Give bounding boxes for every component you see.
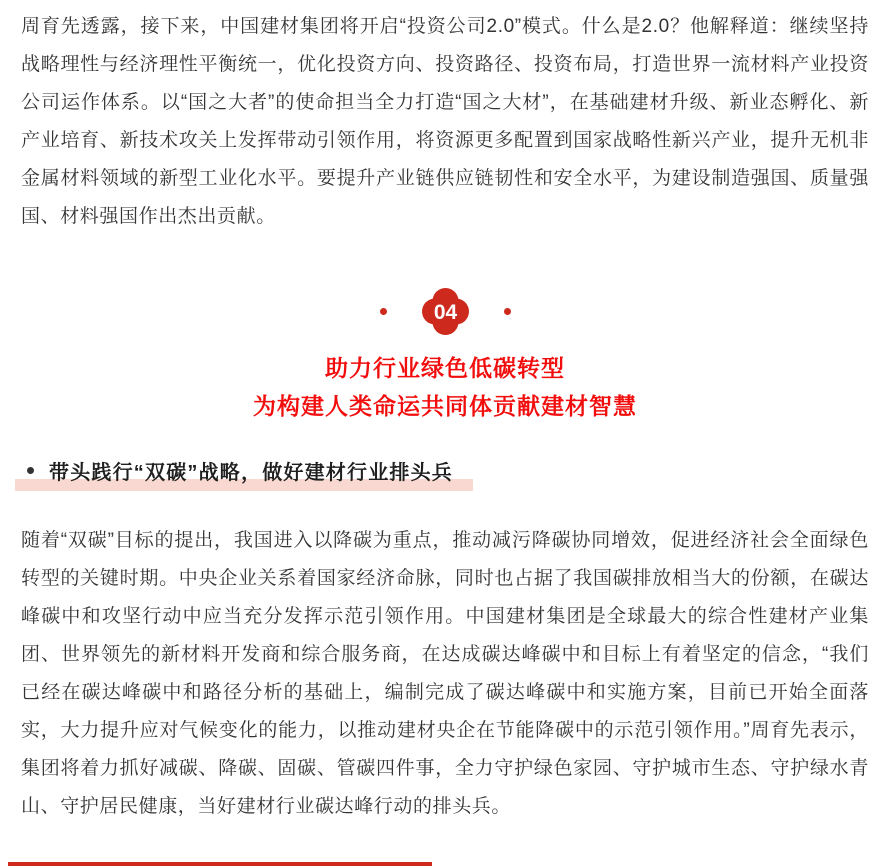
right-dot-icon [504, 308, 511, 315]
bullet-marker-icon [27, 467, 34, 474]
paragraph-2: 随着“双碳”目标的提出，我国进入以降碳为重点，推动减污降碳协同增效，促进经济社会全面绿色转型的关键时期。中央企业关系着国家经济命脉，同时也占据了我国碳排放相当大的份额，在碳达峰碳中和攻坚行动中应当充分发挥示范引领作用。中国建材集团是全球最大的综合性建材产业集团、世界领先的新材料开发商和综合服务商，在达成碳达峰碳中和目标上有着坚定的信念，“我们已经在碳达峰碳中和路径分析的基础上，编制完成了碳达峰碳中和实施方案，目前已开始全面落实，大力提升应对气候变化的能力，以推动建材央企在节能降碳中的示范引领作用。”周育先表示，集团将着力抓好减碳、降碳、固碳、管碳四件事，全力守护绿色家园、守护城市生态、守护绿水青山、守护居民健康，当好建材行业碳达峰行动的排头兵。 [21, 530, 869, 817]
bullet-heading: 带头践行“双碳”战略，做好建材行业排头兵 [49, 461, 453, 484]
section-title-line-1: 助力行业绿色低碳转型 [325, 355, 565, 381]
flower-badge-icon [422, 288, 469, 335]
bottom-red-divider [8, 862, 432, 866]
section-number-badge [21, 288, 869, 335]
section-number-text: 04 [433, 301, 457, 324]
bullet-heading-row [21, 452, 869, 488]
section-title-line-2: 为构建人类命运共同体贡献建材智慧 [253, 393, 637, 419]
paragraph-1: 周育先透露，接下来，中国建材集团将开启“投资公司2.0”模式。什么是2.0？他解释道：继续坚持战略理性与经济理性平衡统一，优化投资方向、投资路径、投资布局，打造世界一流材料产业投资公司运作体系。以“国之大者”的使命担当全力打造“国之大材”，在基础建材升级、新业态孵化、新产业培育、新技术攻关上发挥带动引领作用，将资源更多配置到国家战略性新兴产业，提升无机非金属材料领域的新型工业化水平。要提升产业链供应链韧性和安全水平，为建设制造强国、质量强国、材料强国作出杰出贡献。 [21, 16, 869, 227]
left-dot-icon [380, 308, 387, 315]
section-titles [21, 349, 869, 425]
